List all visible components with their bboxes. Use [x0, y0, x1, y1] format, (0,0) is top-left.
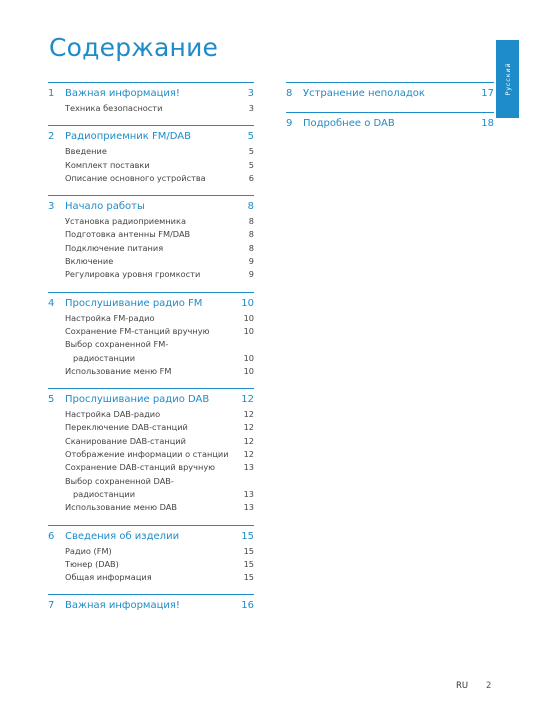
toc-entry[interactable] [48, 172, 254, 185]
toc-entry-title-line: радиостанции [73, 488, 136, 499]
toc-entry[interactable] [48, 242, 254, 255]
toc-entry-page: 12 [243, 422, 254, 433]
toc-entry[interactable] [48, 145, 254, 158]
toc-entry[interactable] [48, 102, 254, 115]
toc-entry-title [65, 228, 190, 241]
toc-entry-title-line: Отображение информации о станции [65, 449, 229, 460]
footer-language: RU [456, 681, 469, 691]
toc-entry-title-line: Сохранение DAB-станций вручную [65, 462, 216, 473]
toc-entry[interactable] [48, 408, 254, 421]
toc-section-number: 7 [48, 600, 55, 612]
toc-entry-page: 9 [248, 269, 254, 280]
toc-section [48, 82, 254, 115]
toc-entry-page: 9 [248, 256, 254, 267]
toc-section-title: Важная информация! [65, 88, 180, 99]
toc-entry-title [65, 172, 206, 185]
toc-entry-title-line: радиостанции [73, 352, 136, 363]
toc-entry-title-line: Введение [65, 146, 107, 157]
toc-section-number: 6 [48, 530, 55, 542]
toc-entry-title-line: Включение [65, 256, 114, 267]
toc-entry[interactable] [48, 215, 254, 228]
toc-entry-title [65, 571, 152, 584]
toc-entry-title-line: Использование меню FM [65, 365, 172, 376]
toc-section-heading[interactable] [286, 118, 494, 132]
toc-entry[interactable] [48, 461, 254, 474]
toc-entry-page: 5 [248, 146, 254, 157]
toc-entry-page: 5 [248, 159, 254, 170]
toc-entry-title [65, 501, 177, 514]
toc-entry-page: 12 [243, 409, 254, 420]
toc-entry-title-line: Подключение питания [65, 242, 164, 253]
toc-entry-page: 8 [248, 229, 254, 240]
toc-entry-title [65, 545, 112, 558]
toc-entry-title [65, 435, 186, 448]
toc-entry-title-line: Выбор сохраненной DAB- [65, 475, 174, 486]
footer-page-number: 2 [486, 681, 492, 691]
toc-right-column [286, 82, 494, 142]
toc-entry-title [65, 312, 154, 325]
toc-section-page: 16 [241, 600, 254, 612]
toc-section-title: Устранение неполадок [303, 88, 425, 99]
toc-entry-title [65, 448, 229, 461]
toc-section-number: 8 [286, 88, 293, 99]
toc-entry-title [65, 255, 113, 268]
toc-entry-page: 10 [243, 352, 254, 363]
language-tab [496, 40, 519, 118]
toc-section-title: Подробнее о DAB [303, 118, 395, 129]
toc-entry-title-line: Техника безопасности [65, 103, 163, 113]
toc-section-page: 10 [241, 297, 254, 309]
toc-left-column [48, 82, 254, 624]
toc-entry[interactable] [48, 312, 254, 325]
toc-section-heading[interactable] [48, 298, 254, 312]
toc-entry-title [65, 145, 107, 158]
toc-entry-page: 13 [243, 462, 254, 473]
toc-entry-page: 15 [243, 558, 254, 569]
toc-section [48, 594, 254, 614]
toc-entry-title-line: Радио (FM) [65, 545, 112, 556]
toc-section-heading[interactable] [48, 88, 254, 102]
toc-entry-title-line: Настройка FM-радио [65, 312, 155, 323]
toc-section-title: Прослушивание радио DAB [65, 394, 210, 406]
toc-entry-page: 10 [243, 312, 254, 323]
toc-entry-title-line: Настройка DAB-радио [65, 409, 161, 420]
toc-section [286, 112, 494, 132]
toc-entry-title [65, 102, 162, 115]
toc-section-page: 15 [241, 530, 254, 542]
toc-section-page: 17 [481, 88, 494, 99]
toc-section-title: Радиоприемник FM/DAB [65, 131, 192, 143]
toc-section-heading[interactable] [48, 201, 254, 215]
toc-section-heading[interactable] [48, 600, 254, 614]
toc-entry-title [65, 475, 215, 502]
toc-section-heading[interactable] [48, 531, 254, 545]
toc-entry[interactable] [48, 228, 254, 241]
toc-entry[interactable] [48, 159, 254, 172]
toc-entry-title [65, 268, 200, 281]
page-title: Содержание [49, 33, 219, 62]
toc-entry-title-line: Общая информация [65, 572, 152, 583]
toc-entry-title-line: Подготовка антенны FM/DAB [65, 229, 191, 240]
toc-entry-title-line: Переключение DAB-станций [65, 422, 188, 433]
toc-section-number: 5 [48, 394, 55, 406]
toc-entry-title [65, 159, 150, 172]
toc-section [48, 195, 254, 281]
toc-section-heading[interactable] [48, 394, 254, 408]
toc-entry[interactable] [48, 571, 254, 584]
toc-entry-title-line: Установка радиоприемника [65, 216, 186, 227]
toc-entry-title-line: Использование меню DAB [65, 502, 178, 513]
toc-entry-title-line: Тюнер (DAB) [65, 558, 119, 569]
toc-entry-title [65, 365, 171, 378]
toc-section-page: 12 [241, 394, 254, 406]
toc-section-page: 18 [481, 118, 494, 129]
toc-section-number: 4 [48, 297, 55, 309]
toc-section [48, 292, 254, 378]
toc-section-page: 3 [247, 88, 254, 99]
toc-section-title: Сведения об изделии [65, 530, 180, 542]
toc-entry-page: 13 [243, 502, 254, 513]
toc-section [48, 388, 254, 514]
toc-entry[interactable] [48, 421, 254, 434]
toc-entry-page: 8 [248, 242, 254, 253]
toc-entry-page: 13 [243, 488, 254, 499]
toc-entry-title [65, 408, 160, 421]
toc-section-title: Начало работы [65, 201, 145, 213]
toc-entry-title-line: Сканирование DAB-станций [65, 435, 186, 446]
toc-entry-page: 6 [248, 172, 254, 183]
toc-entry[interactable] [48, 435, 254, 448]
toc-entry[interactable] [48, 325, 254, 338]
toc-entry-title [65, 242, 163, 255]
toc-entry-title-line: Сохранение FM-станций вручную [65, 325, 210, 336]
toc-entry-title-line: Описание основного устройства [65, 172, 206, 183]
toc-entry-title-line: Выбор сохраненной FM- [65, 339, 169, 350]
language-tab-label: Русский [503, 62, 512, 96]
toc-entry-page: 3 [248, 103, 254, 113]
toc-entry[interactable] [48, 558, 254, 571]
toc-entry-page: 10 [243, 325, 254, 336]
toc-entry-title [65, 215, 186, 228]
toc-entry-title [65, 558, 119, 571]
toc-section-heading[interactable] [48, 131, 254, 145]
toc-entry[interactable] [48, 448, 254, 461]
toc-entry[interactable] [48, 545, 254, 558]
toc-section-title: Прослушивание радио FM [65, 297, 203, 309]
toc-entry[interactable] [48, 365, 254, 378]
toc-entry-title-line: Регулировка уровня громкости [65, 269, 201, 280]
toc-entry[interactable] [48, 338, 254, 365]
toc-entry-title [65, 421, 188, 434]
toc-section-heading[interactable] [286, 88, 494, 102]
toc-entry-page: 12 [243, 449, 254, 460]
toc-section-number: 2 [48, 131, 55, 143]
toc-section-number: 3 [48, 201, 55, 213]
toc-section [286, 82, 494, 102]
toc-entry-page: 10 [243, 365, 254, 376]
toc-entry-page: 8 [248, 216, 254, 227]
toc-entry-page: 15 [243, 572, 254, 583]
toc-entry-page: 12 [243, 435, 254, 446]
toc-entry-title [65, 325, 209, 338]
toc-section-title: Важная информация! [65, 600, 180, 612]
toc-entry[interactable] [48, 501, 254, 514]
toc-entry-page: 15 [243, 545, 254, 556]
toc-section-page: 5 [247, 131, 254, 143]
toc-section-page: 8 [247, 201, 254, 213]
toc-entry-title-line: Комплект поставки [65, 159, 150, 170]
toc-entry[interactable] [48, 255, 254, 268]
toc-entry-title [65, 338, 215, 365]
toc-section-number: 9 [286, 118, 293, 129]
toc-section [48, 525, 254, 585]
toc-entry-title [65, 461, 215, 474]
toc-section [48, 125, 254, 185]
toc-entry[interactable] [48, 475, 254, 502]
toc-section-number: 1 [48, 88, 55, 99]
toc-entry[interactable] [48, 268, 254, 281]
